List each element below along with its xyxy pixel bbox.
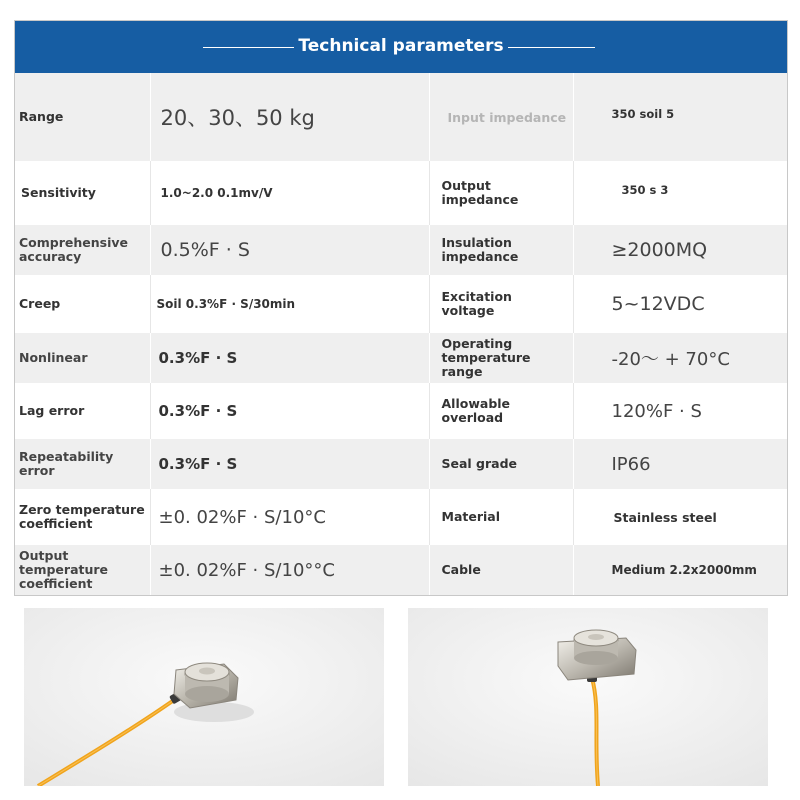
param-label: Operating temperature range — [429, 333, 573, 383]
param-value: IP66 — [573, 439, 787, 489]
header-title-wrap — [15, 34, 787, 58]
param-value: Soil 0.3%F · S/30min — [150, 275, 429, 333]
param-label: Input impedance — [429, 73, 573, 161]
param-value: 350 s 3 — [573, 161, 787, 225]
param-value: 120%F · S — [573, 383, 787, 439]
param-value: 20、30、50 kg — [150, 73, 429, 161]
param-label: Nonlinear — [15, 333, 150, 383]
param-label: Creep — [15, 275, 150, 333]
param-label: Excitation voltage — [429, 275, 573, 333]
load-cell-image — [24, 608, 384, 786]
param-value: 5~12VDC — [573, 275, 787, 333]
param-value: 0.5%F · S — [150, 225, 429, 275]
param-label: Insulation impedance — [429, 225, 573, 275]
parameters-panel — [14, 20, 788, 596]
param-value: Medium 2.2x2000mm — [573, 545, 787, 595]
param-label: Allowable overload — [429, 383, 573, 439]
load-cell-image — [408, 608, 768, 786]
table-row — [15, 489, 787, 545]
param-value: ≥2000MQ — [573, 225, 787, 275]
table-row — [15, 333, 787, 383]
param-value: 0.3%F · S — [150, 383, 429, 439]
table-row — [15, 439, 787, 489]
param-label: Zero temperature coefficient — [15, 489, 150, 545]
param-label: Seal grade — [429, 439, 573, 489]
parameters-table — [15, 73, 788, 595]
param-label: Cable — [429, 545, 573, 595]
param-value: Stainless steel — [573, 489, 787, 545]
page-title: Technical parameters — [294, 36, 507, 56]
parameters-header — [15, 21, 787, 73]
product-photos — [0, 604, 800, 800]
param-value: ±0. 02%F · S/10°C — [150, 489, 429, 545]
table-row — [15, 225, 787, 275]
param-label: Range — [15, 73, 150, 161]
param-value: -20～ + 70°C — [573, 333, 787, 383]
param-value: 1.0~2.0 0.1mv/V — [150, 161, 429, 225]
param-label: Material — [429, 489, 573, 545]
param-label: Output impedance — [429, 161, 573, 225]
table-row — [15, 275, 787, 333]
table-row — [15, 161, 787, 225]
param-label: Sensitivity — [15, 161, 150, 225]
param-value: 0.3%F · S — [150, 439, 429, 489]
product-photo-right — [408, 608, 768, 786]
table-row — [15, 545, 787, 595]
param-value: 350 soil 5 — [573, 73, 787, 161]
param-label: Repeatability error — [15, 439, 150, 489]
table-row — [15, 73, 787, 161]
param-label: Comprehensive accuracy — [15, 225, 150, 275]
param-value: ±0. 02%F · S/10°°C — [150, 545, 429, 595]
param-label: Output temperature coefficient — [15, 545, 150, 595]
param-value: 0.3%F · S — [150, 333, 429, 383]
product-photo-left — [24, 608, 384, 786]
param-label: Lag error — [15, 383, 150, 439]
table-row — [15, 383, 787, 439]
